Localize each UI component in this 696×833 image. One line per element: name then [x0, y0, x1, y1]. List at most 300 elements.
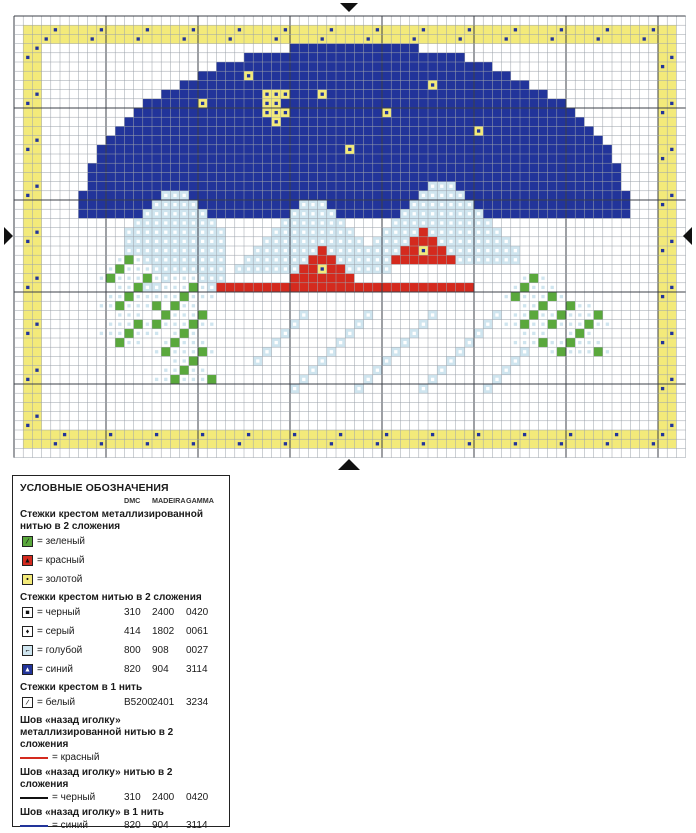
sky-cell	[198, 136, 207, 145]
red-house-cell	[419, 228, 428, 237]
sky-cell	[336, 172, 345, 181]
sky-cell	[511, 99, 520, 108]
sky-cell	[502, 136, 511, 145]
sky-cell	[483, 71, 492, 80]
tree-cell-symbol	[201, 323, 204, 326]
red-house-cell	[327, 264, 336, 273]
sky-cell	[97, 200, 106, 209]
sky-cell	[244, 182, 253, 191]
sky-cell	[198, 80, 207, 89]
tree-cell-symbol	[514, 286, 517, 289]
snow-roof-cell-symbol	[219, 258, 222, 261]
snow-roof-cell-symbol	[311, 231, 314, 234]
snow-roof-cell-symbol	[173, 194, 176, 197]
sky-cell	[511, 209, 520, 218]
snow-roof-cell-symbol	[339, 231, 342, 234]
red-roofline-cell	[364, 283, 373, 292]
sky-cell	[327, 117, 336, 126]
sky-cell	[391, 44, 400, 53]
square-symbol-icon: ■	[25, 609, 30, 616]
tree-cell-symbol	[597, 323, 600, 326]
sky-cell	[391, 136, 400, 145]
gold-border-cell	[23, 356, 32, 365]
tree-green-cell	[134, 320, 143, 329]
gold-border-cell	[612, 34, 621, 43]
sky-cell	[290, 172, 299, 181]
snow-roof-cell-symbol	[468, 249, 471, 252]
legend-item-label: = красный	[52, 752, 100, 763]
sky-cell	[354, 136, 363, 145]
sky-cell	[538, 200, 547, 209]
sky-cell	[106, 209, 115, 218]
gold-border-cell	[382, 25, 391, 34]
sky-cell	[345, 99, 354, 108]
snow-roof-cell-symbol	[192, 249, 195, 252]
gold-border-cell-symbol	[661, 341, 664, 344]
sky-cell	[483, 200, 492, 209]
sky-cell	[216, 191, 225, 200]
sky-cell	[318, 191, 327, 200]
sky-cell	[244, 53, 253, 62]
sky-cell	[575, 117, 584, 126]
sky-cell	[511, 90, 520, 99]
snow-roof-cell-symbol	[486, 249, 489, 252]
sky-cell	[492, 80, 501, 89]
sky-cell	[437, 90, 446, 99]
snow-ground-cell-symbol	[321, 359, 324, 362]
sky-cell	[364, 154, 373, 163]
sky-cell	[262, 145, 271, 154]
snow-ground-cell-symbol	[330, 350, 333, 353]
tree-cell-symbol	[551, 350, 554, 353]
sky-cell	[529, 145, 538, 154]
sky-cell	[410, 117, 419, 126]
red-roofline-cell	[400, 283, 409, 292]
sky-cell	[437, 62, 446, 71]
sky-cell	[474, 182, 483, 191]
gold-border-cell-symbol	[413, 37, 416, 40]
gold-border-cell	[207, 430, 216, 439]
sky-cell	[244, 163, 253, 172]
sky-cell	[124, 126, 133, 135]
sky-cell	[235, 191, 244, 200]
sky-cell	[161, 145, 170, 154]
sky-cell	[603, 182, 612, 191]
gold-border-cell	[23, 44, 32, 53]
gold-border-cell	[658, 274, 667, 283]
sky-cell	[262, 172, 271, 181]
sky-cell	[446, 62, 455, 71]
gold-border-cell	[557, 430, 566, 439]
sky-cell	[428, 163, 437, 172]
snow-roof-cell-symbol	[183, 231, 186, 234]
sky-cell	[428, 136, 437, 145]
tree-green-cell	[538, 338, 547, 347]
sky-cell	[336, 71, 345, 80]
tree-cell-symbol	[137, 258, 140, 261]
gold-border-cell	[198, 439, 207, 448]
sky-cell	[327, 62, 336, 71]
sky-cell	[336, 53, 345, 62]
sky-cell	[216, 99, 225, 108]
snow-roof-cell-symbol	[468, 231, 471, 234]
sky-cell	[318, 126, 327, 135]
sky-cell	[428, 108, 437, 117]
sky-cell	[465, 80, 474, 89]
sky-cell	[318, 145, 327, 154]
sky-cell	[364, 136, 373, 145]
snow-roof-cell-symbol	[468, 212, 471, 215]
gold-border-cell-symbol	[560, 28, 563, 31]
sky-cell	[548, 154, 557, 163]
tree-green-cell	[594, 347, 603, 356]
sky-cell	[391, 209, 400, 218]
sky-cell	[566, 200, 575, 209]
sky-cell	[308, 108, 317, 117]
snow-roof-cell-symbol	[495, 249, 498, 252]
sky-cell	[299, 44, 308, 53]
gold-border-cell	[391, 25, 400, 34]
gold-border-cell	[32, 71, 41, 80]
gold-border-cell-symbol	[35, 369, 38, 372]
sky-cell	[557, 99, 566, 108]
red-house-cell	[410, 255, 419, 264]
sky-cell	[548, 126, 557, 135]
sky-cell	[538, 191, 547, 200]
sky-cell	[327, 108, 336, 117]
sky-cell	[419, 154, 428, 163]
sky-cell	[437, 172, 446, 181]
column-madeira: MADEIRA	[152, 496, 186, 505]
gold-border-cell	[281, 430, 290, 439]
gold-border-cell	[658, 209, 667, 218]
snow-roof-cell-symbol	[321, 212, 324, 215]
sky-cell	[364, 117, 373, 126]
gold-border-cell	[32, 402, 41, 411]
gold-border-cell	[253, 439, 262, 448]
sky-cell	[152, 108, 161, 117]
gold-border-cell	[42, 439, 51, 448]
sky-cell	[400, 126, 409, 135]
sky-cell	[281, 117, 290, 126]
snow-ground-cell-symbol	[505, 369, 508, 372]
sky-cell	[327, 126, 336, 135]
gold-border-cell	[354, 430, 363, 439]
gold-border-cell	[566, 439, 575, 448]
sky-cell	[124, 136, 133, 145]
star-cell-symbol	[385, 111, 388, 114]
tree-cell-symbol	[523, 295, 526, 298]
sky-cell	[207, 154, 216, 163]
gold-border-cell	[253, 25, 262, 34]
sky-cell	[345, 154, 354, 163]
gold-border-cell	[170, 25, 179, 34]
gold-border-cell	[400, 430, 409, 439]
moon-cell-symbol	[284, 111, 287, 114]
sky-cell	[492, 163, 501, 172]
red-house-cell	[290, 274, 299, 283]
sky-cell	[336, 99, 345, 108]
snow-roof-cell-symbol	[265, 267, 268, 270]
sky-cell	[124, 145, 133, 154]
gold-border-cell	[400, 25, 409, 34]
sky-cell	[134, 182, 143, 191]
gold-border-cell	[667, 301, 676, 310]
sky-cell	[244, 108, 253, 117]
legend-columns	[20, 496, 222, 507]
sky-cell	[170, 172, 179, 181]
gold-border-cell	[207, 34, 216, 43]
sky-cell	[327, 154, 336, 163]
gold-border-cell-symbol	[385, 433, 388, 436]
sky-cell	[382, 126, 391, 135]
sky-cell	[97, 145, 106, 154]
sky-cell	[474, 145, 483, 154]
snow-roof-cell-symbol	[348, 249, 351, 252]
sky-cell	[244, 200, 253, 209]
gold-border-cell	[354, 25, 363, 34]
gold-border-cell	[23, 264, 32, 273]
legend-dmc-code: 310	[124, 792, 141, 803]
sky-cell	[456, 154, 465, 163]
sky-cell	[226, 191, 235, 200]
snow-roof-cell-symbol	[201, 258, 204, 261]
sky-cell	[373, 209, 382, 218]
sky-cell	[465, 126, 474, 135]
sky-cell	[327, 163, 336, 172]
snow-ground-cell-symbol	[431, 313, 434, 316]
red-house-cell	[428, 237, 437, 246]
sky-cell	[336, 209, 345, 218]
sky-cell	[170, 145, 179, 154]
column-gamma: GAMMA	[186, 496, 214, 505]
sky-cell	[474, 71, 483, 80]
sky-cell	[115, 136, 124, 145]
sky-cell	[492, 90, 501, 99]
sky-cell	[548, 191, 557, 200]
moon-cell-symbol	[275, 111, 278, 114]
snow-roof-cell-symbol	[183, 240, 186, 243]
sky-cell	[410, 80, 419, 89]
tree-cell-symbol	[137, 277, 140, 280]
snow-roof-cell-symbol	[330, 221, 333, 224]
gold-border-cell	[88, 430, 97, 439]
sky-cell	[566, 117, 575, 126]
sky-cell	[308, 145, 317, 154]
sky-cell	[327, 80, 336, 89]
tree-cell-symbol	[164, 295, 167, 298]
gold-border-cell	[502, 25, 511, 34]
gold-border-cell	[667, 117, 676, 126]
sky-cell	[226, 163, 235, 172]
gold-border-cell-symbol	[26, 240, 29, 243]
gold-border-cell	[658, 117, 667, 126]
gold-border-cell-symbol	[523, 433, 526, 436]
star-cell-symbol	[247, 74, 250, 77]
tree-cell-symbol	[183, 277, 186, 280]
sky-cell	[520, 117, 529, 126]
sky-cell	[428, 99, 437, 108]
tree-cell-symbol	[164, 369, 167, 372]
sky-cell	[88, 200, 97, 209]
sky-cell	[207, 200, 216, 209]
snow-roof-cell-symbol	[146, 221, 149, 224]
gold-border-cell	[272, 430, 281, 439]
red-house-cell	[410, 246, 419, 255]
snow-roof-cell-symbol	[256, 249, 259, 252]
snow-roof-cell-symbol	[394, 249, 397, 252]
sky-cell	[538, 172, 547, 181]
snow-roof-cell-symbol	[357, 258, 360, 261]
tree-green-cell	[584, 320, 593, 329]
sky-cell	[161, 154, 170, 163]
sky-cell	[548, 136, 557, 145]
snow-roof-cell-symbol	[201, 267, 204, 270]
sky-cell	[446, 90, 455, 99]
sky-cell	[603, 154, 612, 163]
sky-cell	[373, 154, 382, 163]
gold-border-cell-symbol	[91, 37, 94, 40]
snow-roof-cell-symbol	[302, 240, 305, 243]
sky-cell	[88, 163, 97, 172]
sky-cell	[115, 182, 124, 191]
snow-roof-cell-symbol	[339, 221, 342, 224]
sky-cell	[281, 209, 290, 218]
sky-cell	[290, 145, 299, 154]
sky-cell	[354, 117, 363, 126]
sky-cell	[152, 154, 161, 163]
snow-roof-cell-symbol	[449, 194, 452, 197]
sky-cell	[170, 108, 179, 117]
snow-roof-cell-symbol	[247, 267, 250, 270]
tree-cell-symbol	[201, 286, 204, 289]
gold-border-cell	[594, 430, 603, 439]
gold-border-cell-symbol	[606, 28, 609, 31]
gold-border-cell	[69, 439, 78, 448]
sky-cell	[336, 145, 345, 154]
red-roofline-cell	[281, 283, 290, 292]
snow-roof-cell-symbol	[210, 221, 213, 224]
snow-roof-cell-symbol	[201, 249, 204, 252]
sky-cell	[584, 136, 593, 145]
gold-border-cell	[428, 25, 437, 34]
red-house-cell	[437, 255, 446, 264]
tree-green-cell	[170, 301, 179, 310]
sky-cell	[161, 108, 170, 117]
snow-roof-cell-symbol	[505, 258, 508, 261]
gold-border-cell	[584, 439, 593, 448]
sky-cell	[391, 108, 400, 117]
sky-cell	[511, 145, 520, 154]
sky-cell	[373, 200, 382, 209]
snow-roof-cell-symbol	[459, 258, 462, 261]
snow-roof-cell-symbol	[459, 203, 462, 206]
sky-cell	[410, 71, 419, 80]
sky-cell	[88, 172, 97, 181]
snow-roof-cell-symbol	[330, 249, 333, 252]
snow-roof-cell-symbol	[514, 258, 517, 261]
snow-ground-cell-symbol	[459, 350, 462, 353]
sky-cell	[253, 126, 262, 135]
snow-ground-cell-symbol	[357, 387, 360, 390]
gold-border-cell	[170, 34, 179, 43]
gold-border-cell	[32, 145, 41, 154]
gold-border-cell-symbol	[670, 286, 673, 289]
sky-cell	[299, 154, 308, 163]
gold-border-cell	[658, 53, 667, 62]
sky-cell	[106, 154, 115, 163]
gold-border-cell	[32, 393, 41, 402]
sky-cell	[373, 90, 382, 99]
gold-border-cell-symbol	[661, 203, 664, 206]
sky-cell	[226, 136, 235, 145]
gold-border-cell	[69, 34, 78, 43]
sky-cell	[410, 191, 419, 200]
sky-cell	[262, 126, 271, 135]
sky-cell	[502, 126, 511, 135]
snow-roof-cell-symbol	[357, 267, 360, 270]
gold-border-cell	[152, 25, 161, 34]
snow-roof-cell-symbol	[155, 249, 158, 252]
sky-cell	[189, 145, 198, 154]
sky-cell	[290, 62, 299, 71]
sky-cell	[364, 172, 373, 181]
tree-cell-symbol	[100, 332, 103, 335]
sky-cell	[520, 80, 529, 89]
sky-cell	[244, 145, 253, 154]
snow-roof-cell-symbol	[275, 267, 278, 270]
sky-cell	[318, 99, 327, 108]
sky-cell	[207, 172, 216, 181]
sky-cell	[529, 163, 538, 172]
sky-cell	[419, 126, 428, 135]
snow-roof-cell-symbol	[146, 286, 149, 289]
gold-border-cell-symbol	[35, 185, 38, 188]
sky-cell	[198, 154, 207, 163]
tree-cell-symbol	[137, 295, 140, 298]
tree-cell-symbol	[109, 332, 112, 335]
sky-cell	[465, 90, 474, 99]
gold-border-cell	[272, 25, 281, 34]
snow-roof-cell-symbol	[403, 212, 406, 215]
tree-cell-symbol	[155, 332, 158, 335]
snow-roof-cell-symbol	[293, 258, 296, 261]
snow-roof-cell-symbol	[311, 249, 314, 252]
gold-border-cell-symbol	[35, 231, 38, 234]
gold-border-cell-symbol	[661, 65, 664, 68]
snow-roof-cell-symbol	[477, 231, 480, 234]
sky-cell	[529, 182, 538, 191]
gold-border-cell	[538, 439, 547, 448]
red-roofline-cell	[373, 283, 382, 292]
gold-border-cell-symbol	[670, 378, 673, 381]
tree-cell-symbol	[587, 350, 590, 353]
gold-border-cell	[520, 439, 529, 448]
gold-border-cell	[23, 320, 32, 329]
tree-cell-symbol	[146, 323, 149, 326]
gold-border-cell	[235, 34, 244, 43]
gold-border-cell	[391, 430, 400, 439]
sky-cell	[529, 191, 538, 200]
snow-ground-cell-symbol	[486, 323, 489, 326]
sky-cell	[612, 200, 621, 209]
gold-border-cell	[437, 439, 446, 448]
sky-cell	[253, 117, 262, 126]
sky-cell	[492, 117, 501, 126]
sky-cell	[548, 172, 557, 181]
gold-border-cell	[32, 356, 41, 365]
gold-border-cell	[658, 439, 667, 448]
